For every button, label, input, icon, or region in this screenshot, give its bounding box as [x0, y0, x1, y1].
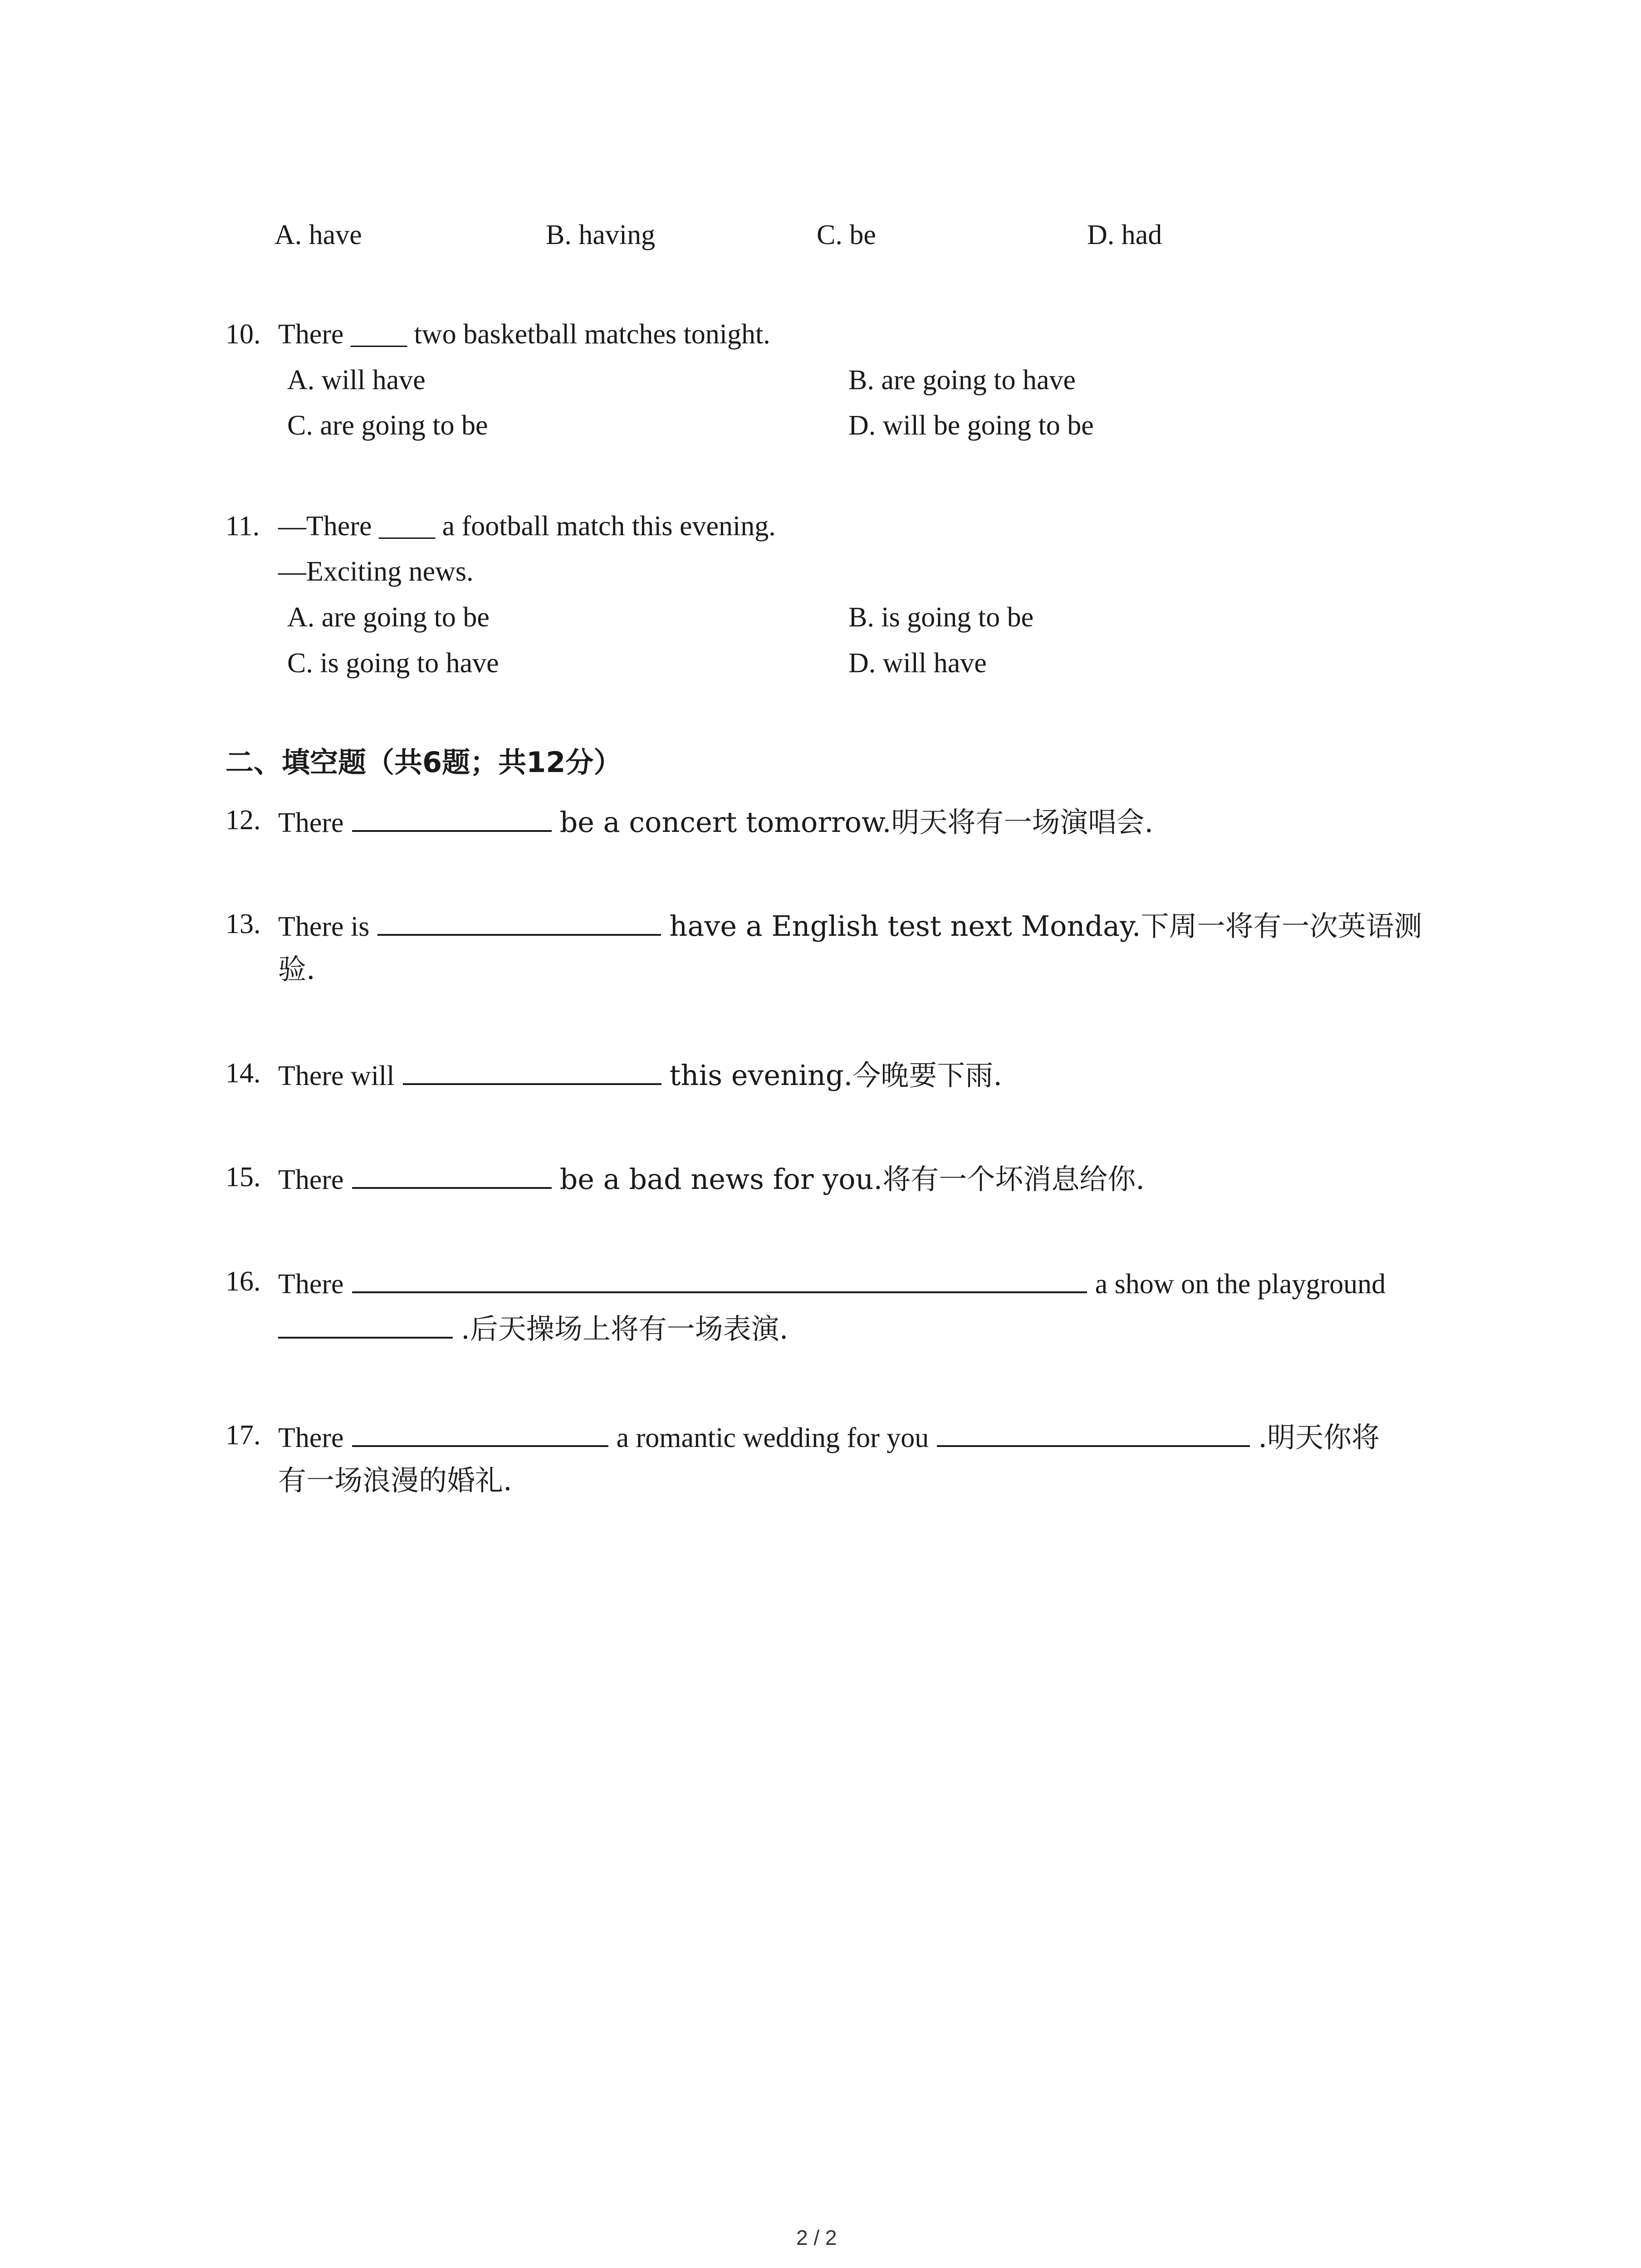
stem-text: There — [278, 807, 344, 838]
stem-text: .后天操场上将有一场表演. — [461, 1312, 789, 1345]
q11-option-c: C. is going to have — [287, 648, 499, 679]
q9-option-b: B. having — [546, 220, 656, 250]
question-number: 12. — [225, 805, 261, 836]
q9-option-d: D. had — [1087, 220, 1162, 250]
stem-text: There — [278, 319, 344, 350]
q10-option-a: A. will have — [287, 365, 426, 396]
stem-text: be a bad news for you.将有一个坏消息给你. — [559, 1163, 1145, 1196]
stem-text: There is — [278, 911, 370, 942]
question-number: 17. — [225, 1420, 261, 1451]
q10-option-c: C. are going to be — [287, 410, 488, 441]
answer-blank[interactable] — [352, 1417, 608, 1447]
q11-option-a: A. are going to be — [287, 602, 490, 633]
question-15-stem — [278, 1159, 1145, 1198]
q11-option-b: B. is going to be — [848, 602, 1034, 633]
question-11-reply: —Exciting news. — [278, 556, 474, 587]
stem-text: a show on the playground — [1095, 1269, 1386, 1300]
blank-underscores: ____ — [351, 319, 407, 350]
question-number: 15. — [225, 1162, 261, 1193]
stem-text: —There — [278, 511, 372, 542]
question-number: 14. — [225, 1058, 261, 1089]
question-number: 13. — [225, 909, 261, 939]
answer-blank[interactable] — [352, 1263, 1087, 1293]
stem-text: be a concert tomorrow.明天将有一场演唱会. — [559, 806, 1154, 839]
question-17-continuation: 有一场浪漫的婚礼. — [278, 1464, 512, 1497]
question-16-stem — [278, 1263, 1386, 1302]
stem-text: a football match this evening. — [442, 511, 776, 542]
blank-underscores: ____ — [379, 511, 436, 542]
stem-text: There — [278, 1422, 344, 1453]
stem-text: There — [278, 1164, 344, 1195]
q9-option-a: A. have — [274, 220, 362, 250]
answer-blank[interactable] — [377, 906, 661, 936]
question-number: 10. — [225, 319, 261, 350]
stem-text: two basketball matches tonight. — [414, 319, 770, 350]
stem-text: this evening.今晚要下雨. — [669, 1059, 1002, 1092]
answer-blank[interactable] — [278, 1309, 453, 1339]
question-10-stem — [278, 316, 770, 352]
question-number: 11. — [225, 511, 260, 542]
q10-option-b: B. are going to have — [848, 365, 1076, 396]
q11-option-d: D. will have — [848, 648, 987, 679]
q9-option-c: C. be — [817, 220, 876, 250]
question-17-stem — [278, 1417, 1380, 1456]
question-14-stem — [278, 1055, 1002, 1094]
stem-text: .明天你将 — [1258, 1421, 1380, 1454]
stem-text: have a English test next Monday.下周一将有一次英语测 — [669, 909, 1422, 943]
stem-text: There — [278, 1269, 344, 1300]
page-number: 2 / 2 — [796, 2226, 837, 2249]
answer-blank[interactable] — [352, 1159, 552, 1189]
question-12-stem — [278, 802, 1153, 841]
q10-option-d: D. will be going to be — [848, 410, 1094, 441]
stem-text: There will — [278, 1061, 395, 1091]
question-13-continuation: 验. — [278, 953, 315, 986]
question-16-continuation — [278, 1309, 788, 1348]
question-11-stem — [278, 508, 776, 544]
question-number: 16. — [225, 1266, 261, 1297]
question-13-stem — [278, 906, 1422, 945]
answer-blank[interactable] — [352, 802, 552, 832]
answer-blank[interactable] — [403, 1055, 661, 1085]
stem-text: a romantic wedding for you — [616, 1422, 929, 1453]
answer-blank[interactable] — [937, 1417, 1250, 1447]
section-title: 二、填空题（共6题；共12分） — [225, 746, 622, 779]
